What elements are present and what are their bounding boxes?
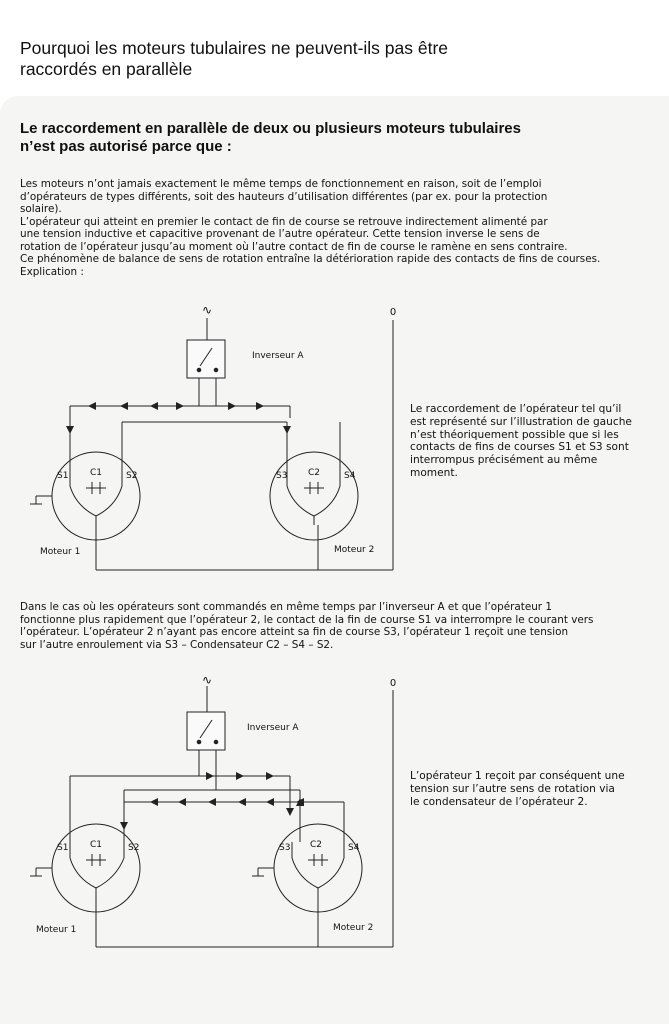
- c1-label: C1: [90, 468, 103, 478]
- middle-paragraph: Dans le cas où les opérateurs sont commandés en même temps par l’inverseur A et que l’opérateur 1 fonctionne plus rapidement que l’opérateur 2, le contact de la fin de course S1 va interrompre le courant vers l’opérateur. L’opérateur 2 n’ayant pas encore atteint sa fin de course S3, l’opérateur 1 reçoit une tension sur l’autre enroulement via S3 – Condensateur C2 – S4 – S2.: [20, 601, 594, 651]
- current-arrows-2: [120, 772, 304, 830]
- phase-symbol: ∿: [201, 673, 213, 687]
- s4-label: S4: [344, 471, 356, 481]
- page-title: Pourquoi les moteurs tubulaires ne peuvent-ils pas être raccordés en parallèle: [20, 38, 449, 79]
- s2-label: S2: [128, 843, 140, 853]
- c2-label: C2: [308, 468, 321, 478]
- motor1-label: Moteur 1: [36, 925, 77, 935]
- s4-label: S4: [348, 843, 360, 853]
- phase-symbol: ∿: [201, 303, 213, 317]
- diagram2-caption: L’opérateur 1 reçoit par conséquent une tension sur l’autre sens de rotation via le condensateur de l’opérateur 2.: [410, 770, 625, 808]
- intro-paragraph: Les moteurs n’ont jamais exactement le même temps de fonctionnement en raison, soit de l’emploi d’opérateurs de types différents, soit des hauteurs d’utilisation différentes (par ex. pour la protection solaire). L’opérateur qui atteint en premier le contact de fin de course se retrouve indirectement alimenté par une tension inductive et capacitive provenant de l’autre opérateur. Cette tension inverse le sens de rotation de l’opérateur jusqu’au moment où l’autre contact de fin de course le ramène en sens contraire. Ce phénomène de balance de sens de rotation entraîne la détérioration rapide des contacts de fins de courses. Explication :: [20, 178, 601, 278]
- s3-label: S3: [276, 471, 288, 481]
- motor2-label: Moteur 2: [333, 923, 374, 933]
- motor2-label: Moteur 2: [334, 545, 375, 555]
- current-arrows: [66, 402, 291, 434]
- neutral-symbol: 0: [389, 678, 397, 689]
- diagram1-caption: Le raccordement de l’opérateur tel qu’il est représenté sur l’illustration de gauche n’est théoriquement possible que si les contacts de fins de courses S1 et S3 sont interrompus précisément au même moment.: [410, 403, 632, 479]
- s3-label: S3: [279, 843, 291, 853]
- section-subtitle: Le raccordement en parallèle de deux ou plusieurs moteurs tubulaires n’est pas autorisé parce que :: [20, 120, 521, 155]
- neutral-symbol: 0: [389, 307, 397, 318]
- s1-label: S1: [57, 843, 69, 853]
- c1-label: C1: [90, 840, 103, 850]
- switch-label: Inverseur A: [247, 723, 299, 733]
- wiring-diagram-2: [0, 672, 420, 962]
- motor1-label: Moteur 1: [40, 547, 81, 557]
- switch-label: Inverseur A: [252, 351, 304, 361]
- wiring-diagram-1: [0, 300, 420, 585]
- s2-label: S2: [126, 471, 138, 481]
- c2-label: C2: [310, 840, 323, 850]
- s1-label: S1: [57, 471, 69, 481]
